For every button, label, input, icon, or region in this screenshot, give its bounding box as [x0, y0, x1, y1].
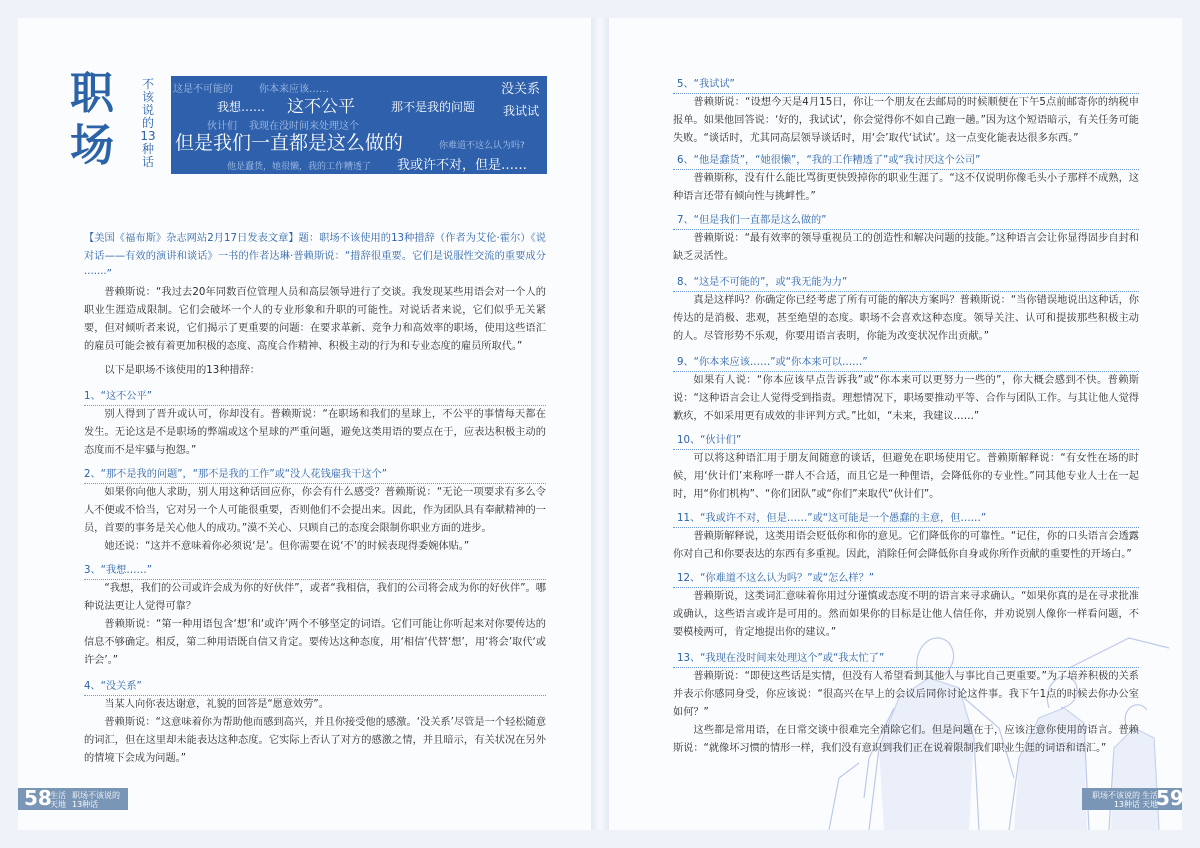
section-heading: 11、“我或许不对，但是……”或“这可能是一个愚蠢的主意，但……”: [677, 513, 987, 524]
paragraph: 普赖斯说，这类词汇意味着你用过分谨慎或态度不明的语言来寻求确认。“如果你真的是在寻求批准或确认，这些语言或许是可用的。然而如果你的目标是让他人信任你，并劝说别人像你一样看问题，不要模棱两可，肯定地提出你的建议。”: [673, 591, 1139, 638]
paragraph: 普赖斯说：“最有效率的领导重视员工的创造性和解决问题的技能。”这种语言会让你显得固步自封和缺乏灵活性。: [673, 233, 1139, 262]
section-heading: 13、“我现在没时间来处理这个”或“我太忙了”: [677, 653, 885, 664]
article-intro: 【美国《福布斯》杂志网站2月17日发表文章】题：职场不该使用的13种措辞（作者为艾伦·霍尔）《说对话——有效的演讲和谈话》一书的作者达琳·普赖斯说：“措辞很重要。它们是说服性交流的重要成分·······”: [84, 233, 546, 280]
left-page: [18, 18, 591, 830]
paragraph: “我想，我们的公司或许会成为你的好伙伴”，或者“我相信，我们的公司将会成为你的好伙伴”。哪种说法更让人觉得可靠？: [84, 583, 546, 612]
paragraph: 如果有人说：“你本应该早点告诉我”或“你本来可以更努力一些的”，你大概会感到不快。普赖斯说：“这种语言会让人觉得受到指责。理想情况下，职场要推动平等、合作与团队工作。与其让他人觉得歉疚，不如采用更有成效的非评判方式。”比如，“未来，我建议……”: [673, 375, 1139, 422]
paragraph: 当某人向你表达谢意，礼貌的回答是“愿意效劳”。: [104, 699, 329, 710]
footer-caption-right: 职场不该说的13种话: [1092, 791, 1140, 809]
paragraph: 如果你向他人求助，别人用这种话回应你，你会有什么感受？普赖斯说：“无论一项要求有多么令人不便或不恰当，它对另一个人可能很重要，否则他们不会提出来。因此，作为团队具有奉献精神的一员，首要的事务是关心他人的成功。”漠不关心、只顾自己的态度会限制你职业方面的进步。: [84, 487, 546, 534]
banner-phrase: 但是我们一直都是这么做的: [175, 132, 404, 154]
page-gutter: [591, 18, 609, 830]
section-heading: 2、“那不是我的问题”，“那不是我的工作”或“没人花钱雇我干这个”: [84, 469, 388, 480]
section-heading: 10、“伙计们”: [677, 435, 742, 446]
title-banner: [171, 76, 547, 174]
section-heading: 8、“这是不可能的”，或“我无能为力”: [677, 277, 848, 288]
banner-phrase: 那不是我的问题: [391, 100, 476, 114]
banner-phrase: 我试试: [503, 104, 540, 118]
paragraph: 她还说：“这并不意味着你必须说‘是’。但你需要在说‘不’的时候表现得委婉体贴。”: [104, 541, 470, 552]
banner-phrase: 没关系: [501, 82, 541, 97]
footer-section-right: 生活天地: [1142, 791, 1158, 809]
section-heading: 3、“我想……”: [84, 565, 152, 576]
section-heading: 1、“这不公平”: [84, 391, 152, 402]
section-heading: 5、“我试试”: [677, 79, 735, 90]
article-subtitle: 不该说的13种话: [140, 77, 156, 169]
page-number-right: 59: [1156, 786, 1184, 810]
paragraph: 普赖斯说：“这意味着你为帮助他而感到高兴，并且你接受他的感激。‘没关系’尽管是一个轻松随意的词汇，但在这里却未能表达这种态度。它实际上否认了对方的感激之情，并且暗示，有关状况在另外的情境下会成为问题。”: [84, 717, 546, 764]
page-number-left: 58: [24, 786, 52, 810]
banner-phrase: 这不公平: [287, 97, 355, 117]
paragraph: 可以将这种语汇用于朋友间随意的谈话，但避免在职场使用它。普赖斯解释说：“有女性在场的时候，用‘伙计们’来称呼一群人不合适，而且它是一种俚语，会降低你的专业性。”同其他专业人士在一起时，用“你们机构”、“你们团队”或“你们”来取代“伙计们”。: [673, 453, 1139, 500]
paragraph: 这些都是常用语，在日常交谈中很难完全消除它们。但是问题在于，应该注意你使用的语言。普赖斯说：“就像坏习惯的情形一样，我们没有意识到我们正在说着限制我们职业生涯的词语和语汇。”: [673, 725, 1139, 754]
banner-phrase: 我或许不对，但是……: [397, 158, 528, 173]
banner-phrase: 你本来应该……: [259, 84, 329, 95]
banner-phrase: 我现在没时间来处理这个: [249, 121, 359, 132]
banner-phrase: 这是不可能的: [173, 84, 233, 95]
section-heading: 9、“你本来应该……”或“你本来可以……”: [677, 357, 868, 368]
footer-section-left: 生活天地: [50, 791, 66, 809]
right-page: [609, 18, 1182, 830]
section-heading: 4、“没关系”: [84, 681, 142, 692]
section-heading: 7、“但是我们一直都是这么做的”: [677, 215, 827, 226]
section-heading: 12、“你难道不这么认为吗？”或“怎么样？”: [677, 573, 875, 584]
paragraph: 普赖斯称，没有什么能比骂街更快毁掉你的职业生涯了。“这不仅说明你像毛头小子那样不成熟，这种语言还带有倾向性与挑衅性。”: [673, 173, 1139, 202]
footer-caption-left: 职场不该说的13种话: [72, 791, 120, 809]
paragraph: 普赖斯说：“即使这些话是实情，但没有人希望看到其他人与事比自己更重要。”为了培养积极的关系并表示你感同身受，你应该说：“很高兴在早上的会议后同你讨论这件事。我下午1点的时候去你办公室如何？”: [673, 671, 1139, 718]
paragraph: 普赖斯解释说，这类用语会贬低你和你的意见。它们降低你的可靠性。“记住，你的口头语言会透露你对自己和你要表达的东西有多重视。因此，消除任何会降低你自身或你所作贡献的重要性的开场白。”: [673, 531, 1139, 560]
paragraph: 普赖斯说：“我过去20年同数百位管理人员和高层领导进行了交谈。我发现某些用语会对一个人的职业生涯造成限制。它们会破坏一个人的专业形象和升职的可能性。对说话者来说，它们似乎无关紧要，但对倾听者来说，它们揭示了更重要的问题：在要求革新、竞争力和高效率的职场，使用这些语汇的雇员可能会被有着更加积极的态度、高度合作精神、积极主动的行为和专业态度的雇员所取代。”: [84, 287, 546, 352]
paragraph: 真是这样吗？你确定你已经考虑了所有可能的解决方案吗？普赖斯说：“当你错误地说出这种话，你传达的是消极、悲观，甚至绝望的态度。职场不会喜欢这种态度。领导关注、认可和提拔那些积极主动的人。尽管形势不乐观，你要用语言表明，你能为改变状况作出贡献。”: [673, 295, 1139, 342]
banner-phrase: 你难道不这么认为吗?: [439, 141, 525, 151]
paragraph: 以下是职场不该使用的13种措辞：: [104, 365, 260, 376]
paragraph: 普赖斯说：“第一种用语包含‘想’和‘或许’两个不够坚定的词语。它们可能让你听起来对你要传达的信息不够确定。相反，第二种用语既自信又肯定。要传达这种态度，用‘相信’代替‘想’，用‘将会’取代‘或许会’。”: [84, 619, 546, 666]
banner-phrase: 伙计们: [207, 121, 237, 132]
section-heading: 6、“他是蠢货”，“她很懒”，“我的工作糟透了”或“我讨厌这个公司”: [677, 155, 981, 166]
banner-phrase: 他是蠢货，她很懒，我的工作糟透了: [227, 162, 372, 172]
article-title: 职场: [70, 68, 114, 171]
banner-phrase: 我想……: [217, 100, 266, 114]
paragraph: 普赖斯说：“设想今天是4月15日，你让一个朋友在去邮局的时候顺便在下午5点前邮寄你的纳税申报单。如果他回答说：‘好的，我试试’，你会觉得你不如自己跑一趟。”因为这个短语暗示，有关任务可能失败。“谈话时，尤其同高层领导谈话时，用‘会’取代‘试试’。这一点变化能表达很多东西。”: [673, 97, 1139, 144]
paragraph: 别人得到了晋升或认可，你却没有。普赖斯说：“在职场和我们的星球上，不公平的事情每天都在发生。无论这是不是职场的弊端或这个星球的严重问题，避免这类用语的要点在于，应表达积极主动的态度而不是牢骚与抱怨。”: [84, 409, 546, 456]
